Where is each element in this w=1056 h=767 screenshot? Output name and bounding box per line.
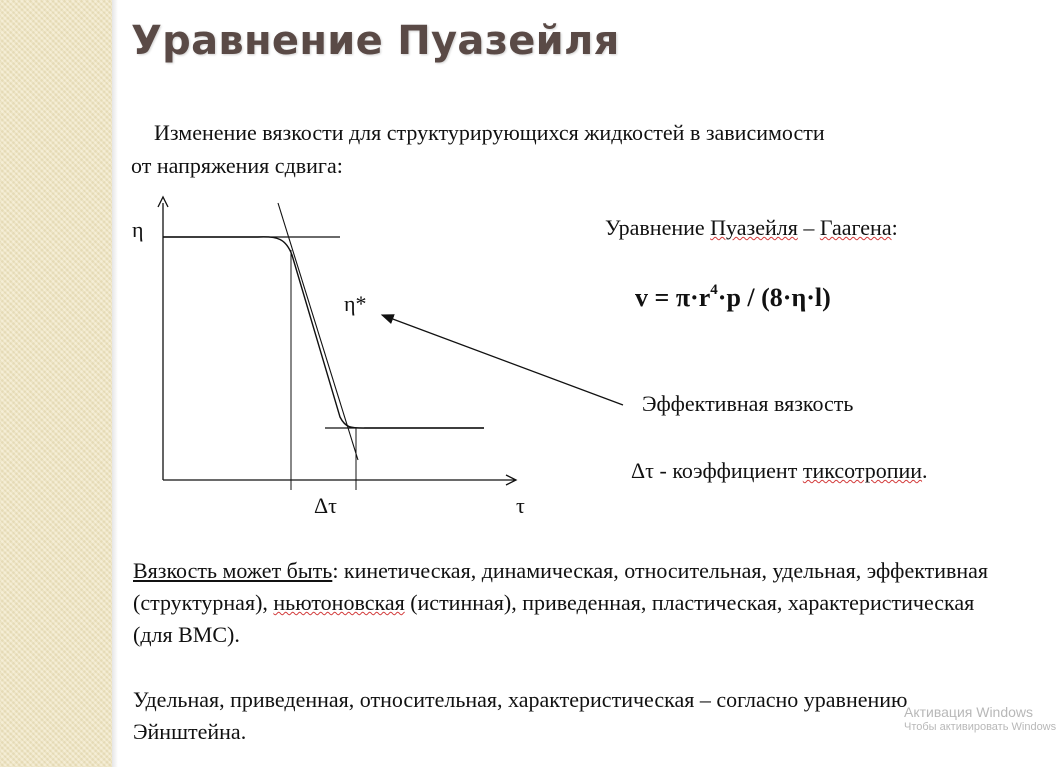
slide-title: Уравнение Пуазейля <box>131 18 620 64</box>
viscosity-types-text-1: : кинетическая, динамическая, относительная, удельная, эффективная (структурная), <box>133 558 989 615</box>
viscosity-types-paragraph <box>133 555 1013 651</box>
equation-label-hagen: Гаагена <box>819 215 892 240</box>
thixotropy-definition <box>631 458 928 484</box>
equation-label-poiseuille: Пуазейля <box>710 215 798 240</box>
interval-label: Δτ <box>314 493 337 518</box>
viscosity-types-heading: Вязкость может быть <box>133 558 333 583</box>
intro-line-1: Изменение вязкости для структурирующихся жидкостей в зависимости <box>154 120 825 145</box>
y-axis-label: η <box>132 217 144 242</box>
intro-line-2: от напряжения сдвига: <box>131 153 343 178</box>
viscosity-curve <box>163 237 484 428</box>
formula-part-2: ·p / (8·η·l) <box>717 283 831 312</box>
x-axis-label: τ <box>516 493 525 518</box>
effective-viscosity-label: Эффективная вязкость <box>642 391 854 416</box>
intro-text <box>131 116 1024 182</box>
equation-label-dash: – <box>797 215 820 240</box>
equation-label-colon: : <box>891 215 898 240</box>
decorative-side-strip <box>0 0 112 767</box>
viscosity-types-text-2: (истинная), приведенная, пластическая, характеристическая (для ВМС). <box>133 590 975 647</box>
tangent-line <box>278 203 358 460</box>
curve-label: η* <box>344 291 367 316</box>
thixotropy-suffix: . <box>922 458 928 483</box>
viscosity-types-newtonian: ньютоновская <box>273 590 405 615</box>
watermark-line-1: Активация Windows <box>904 704 1034 720</box>
formula-part-1: v = π·r <box>635 283 711 312</box>
effective-viscosity-arrow <box>382 315 623 405</box>
equation-label-prefix: Уравнение <box>605 215 711 240</box>
formula-exponent: 4 <box>710 282 718 298</box>
thixotropy-word: тиксотропии <box>802 458 923 483</box>
viscosity-graph <box>118 195 548 525</box>
thixotropy-prefix: Δτ - коэффициент <box>631 458 803 483</box>
einstein-paragraph: Удельная, приведенная, относительная, характеристическая – согласно уравнению Эйнштейна. <box>133 687 908 744</box>
watermark-line-2: Чтобы активировать Windows <box>904 721 1056 733</box>
equation-label <box>605 215 898 241</box>
windows-activation-watermark <box>904 704 1056 733</box>
poiseuille-formula <box>635 283 831 313</box>
